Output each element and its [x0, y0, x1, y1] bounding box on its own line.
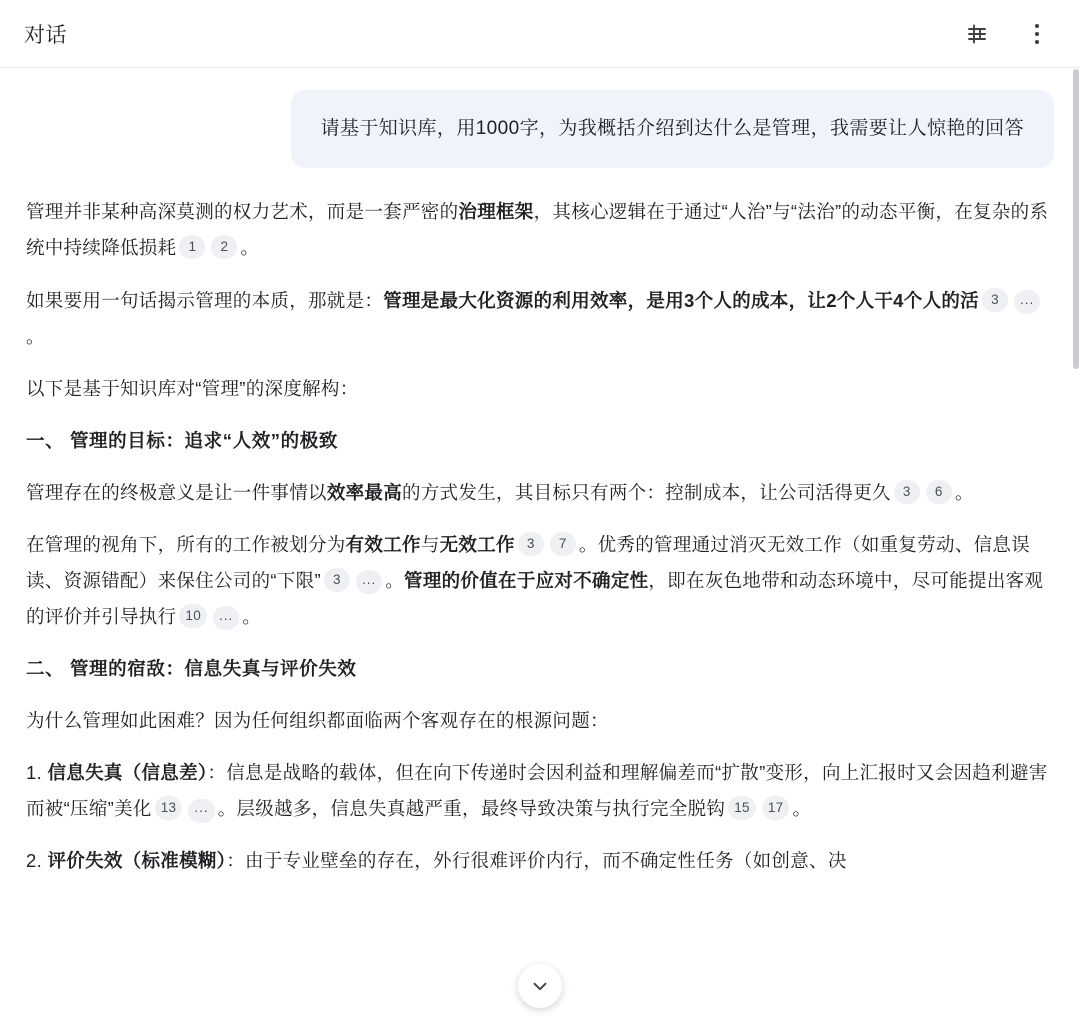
user-message-row [26, 90, 1054, 168]
text-fragment: 。 [385, 569, 405, 591]
citation-chip-more[interactable]: ... [1014, 290, 1040, 314]
text-bold: 有效工作 [345, 533, 421, 555]
citation-chip[interactable]: 2 [211, 235, 237, 259]
conversation-area [0, 68, 1080, 1022]
assistant-paragraph: 以下是基于知识库对“管理”的深度解构： [26, 377, 359, 399]
citation-chip[interactable]: 17 [762, 796, 790, 820]
more-vertical-icon[interactable] [1020, 17, 1054, 51]
section-heading: 二、 管理的宿敌：信息失真与评价失效 [26, 658, 357, 680]
app-header [0, 0, 1080, 68]
assistant-paragraph [26, 843, 1054, 879]
text-fragment: 的方式发生，其目标只有两个：控制成本，让公司活得更久 [402, 481, 891, 503]
scrollbar-thumb[interactable] [1073, 69, 1079, 369]
text-fragment: 。 [954, 481, 974, 503]
vertical-scrollbar[interactable] [1073, 69, 1080, 1022]
citation-chip[interactable]: 1 [179, 235, 205, 259]
citation-chip[interactable]: 3 [518, 532, 544, 556]
assistant-paragraph [26, 194, 1054, 266]
assistant-paragraph [26, 283, 1054, 355]
text-fragment: ，即在灰色地带和动态环境中，尽可能提出客观的评价并引导执行 [26, 569, 1044, 627]
text-fragment: ：由于专业壁垒的存在，外行很难评价内行，而不确定性任务（如创意、决 [226, 850, 847, 872]
section-heading: 一、 管理的目标：追求“人效”的极致 [26, 429, 338, 451]
text-fragment: 。 [242, 605, 262, 627]
citation-chip[interactable]: 15 [728, 796, 756, 820]
text-fragment: 与 [420, 533, 440, 555]
text-fragment: ，其核心逻辑在于通过“人治”与“法治”的动态平衡，在复杂的系统中持续降低损耗 [26, 201, 1049, 259]
text-bold: 信息失真（信息差） [47, 762, 208, 784]
text-fragment: ：信息是战略的载体，但在向下传递时会因利益和理解偏差而“扩散”变形，向上汇报时又会因趋利避害而被“压缩”美化 [26, 762, 1048, 820]
chevron-down-icon [529, 975, 551, 997]
scroll-to-bottom-button[interactable] [518, 964, 562, 1008]
citation-chip-more[interactable]: ... [356, 570, 382, 594]
text-bold: 效率最高 [326, 481, 403, 503]
text-bold: 管理是最大化资源的利用效率，是用3个人的成本，让2个人干4个人的活 [383, 289, 979, 311]
citation-chip-more[interactable]: ... [188, 799, 214, 823]
citation-chip[interactable]: 10 [179, 604, 207, 628]
assistant-paragraph [26, 475, 1054, 511]
kebab-dot [1035, 32, 1039, 36]
header-actions [960, 17, 1054, 51]
text-fragment: 在管理的视角下，所有的工作被划分为 [26, 533, 346, 555]
citation-chip[interactable]: 13 [155, 796, 183, 820]
citation-chip[interactable]: 3 [982, 288, 1008, 312]
kebab-dot [1035, 40, 1039, 44]
user-message-bubble: 请基于知识库，用1000字，为我概括介绍到达什么是管理，我需要让人惊艳的回答 [291, 90, 1054, 168]
text-bold: 治理框架 [458, 201, 534, 223]
text-bold: 管理的价值在于应对不确定性 [404, 569, 649, 591]
kebab-dot [1035, 24, 1039, 28]
assistant-paragraph: 为什么管理如此困难？因为任何组织都面临两个客观存在的根源问题： [26, 710, 609, 732]
assistant-message [26, 194, 1054, 879]
list-number: 2. [26, 850, 48, 872]
text-fragment: 管理存在的终极意义是让一件事情以 [26, 481, 327, 503]
text-bold: 无效工作 [439, 533, 515, 555]
text-fragment: 。 [792, 798, 812, 820]
page-title: 对话 [24, 23, 67, 47]
text-fragment: 管理并非某种高深莫测的权力艺术，而是一套严密的 [26, 201, 459, 223]
citation-chip-more[interactable]: ... [213, 606, 239, 630]
text-fragment: 。优秀的管理通过消灭无效工作（如重复劳动、信息误读、资源错配）来保住公司的“下限” [26, 533, 1031, 591]
citation-chip[interactable]: 7 [550, 532, 576, 556]
text-fragment: 。层级越多，信息失真越严重，最终导致决策与执行完全脱钩 [217, 798, 726, 820]
list-number: 1. [26, 762, 48, 784]
text-fragment: 。 [26, 325, 45, 347]
citation-chip[interactable]: 3 [894, 480, 920, 504]
citation-chip[interactable]: 6 [926, 480, 952, 504]
citation-chip[interactable]: 3 [324, 568, 350, 592]
text-fragment: 。 [240, 237, 260, 259]
assistant-paragraph [26, 755, 1054, 827]
assistant-paragraph [26, 527, 1054, 635]
text-bold: 评价失效（标准模糊） [47, 850, 227, 872]
text-fragment: 如果要用一句话揭示管理的本质，那就是： [26, 289, 384, 311]
sliders-icon[interactable] [960, 17, 994, 51]
